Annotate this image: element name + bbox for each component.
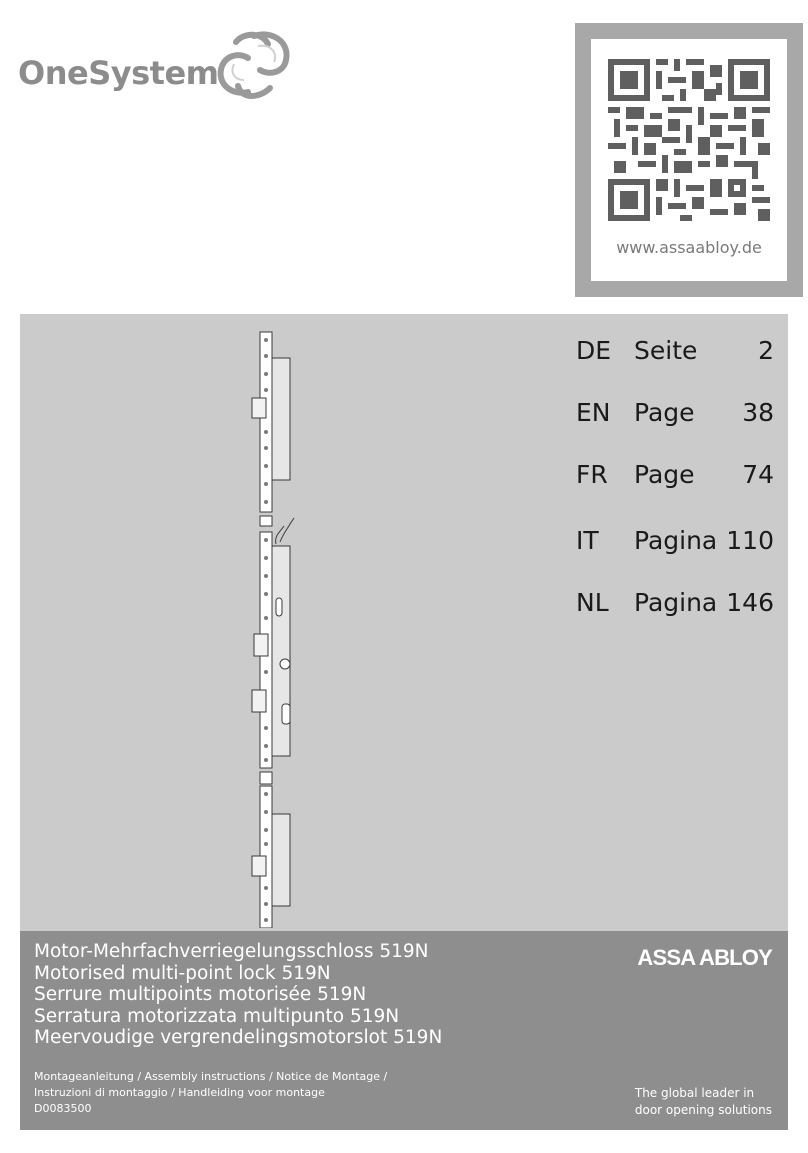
footer-band — [20, 931, 788, 1130]
tagline-line-1: The global leader in — [634, 1086, 755, 1100]
instructions-line-2: Instruzioni di montaggio / Handleiding voor montage — [34, 1086, 325, 1099]
qr-code-panel — [575, 23, 803, 297]
tagline-line-2: door opening solutions — [634, 1103, 772, 1117]
brand-name: OneSystem — [18, 54, 219, 92]
qr-code-icon[interactable] — [608, 59, 770, 221]
language-code: EN — [576, 398, 611, 427]
page-word: Seite — [634, 336, 698, 365]
product-title-en: Motorised multi-point lock 519N — [34, 962, 331, 984]
product-title-de: Motor-Mehrfachverriegelungsschloss 519N — [34, 941, 429, 962]
qr-card — [591, 39, 787, 281]
tagline — [635, 1085, 772, 1119]
page-word: Pagina — [634, 588, 718, 617]
language-code: DE — [576, 336, 612, 365]
product-titles — [34, 941, 442, 1049]
product-title-it: Serratura motorizzata multipunto 519N — [34, 1005, 400, 1027]
language-code: NL — [576, 588, 609, 617]
language-code: IT — [576, 526, 599, 555]
illustration-panel — [20, 314, 788, 931]
document-number: D0083500 — [34, 1102, 92, 1115]
page-number: 74 — [742, 460, 774, 489]
product-title-nl: Meervoudige vergrendelingsmotorslot 519N — [34, 1027, 443, 1049]
page-word: Page — [634, 460, 695, 489]
assa-abloy-logo: ASSA ABLOY — [637, 945, 772, 970]
page-number: 2 — [758, 336, 774, 365]
page-number: 110 — [726, 526, 774, 555]
page-number: 38 — [742, 398, 774, 427]
page-number: 146 — [726, 588, 774, 617]
instruction-labels — [34, 1069, 387, 1117]
product-title-fr: Serrure multipoints motorisée 519N — [34, 984, 367, 1006]
website-url[interactable]: www.assaabloy.de — [616, 238, 762, 257]
instructions-line-1: Montageanleitung / Assembly instructions / Notice de Montage / — [34, 1070, 388, 1083]
onesystem-logo — [18, 26, 298, 106]
page-word: Pagina — [634, 526, 718, 555]
page-word: Page — [634, 398, 695, 427]
swirl-logo-icon — [214, 26, 294, 102]
language-code: FR — [576, 460, 608, 489]
multi-point-lock-icon — [240, 328, 330, 928]
